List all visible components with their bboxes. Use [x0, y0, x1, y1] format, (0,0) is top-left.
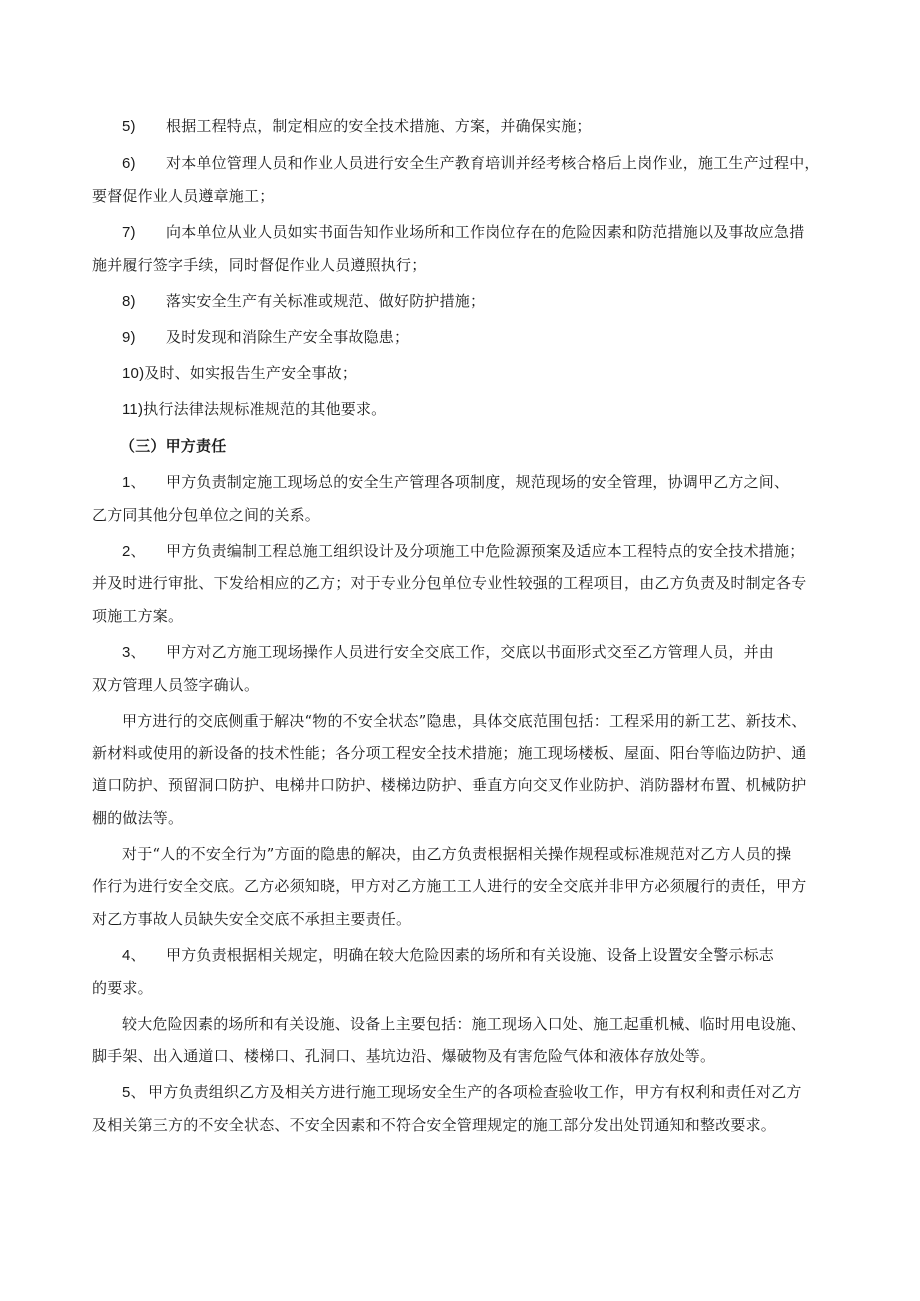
- list-text: 对本单位管理人员和作业人员进行安全生产教育培训并经考核合格后上岗作业，施工生产过程中，: [166, 154, 820, 172]
- list-item-10: [122, 363, 357, 384]
- list-item-11: [122, 399, 386, 420]
- paragraph-line: 较大危险因素的场所和有关设施、设备上主要包括：施工现场入口处、施工起重机械、临时用电设施、: [122, 1015, 807, 1033]
- list-number: 11): [122, 401, 144, 418]
- responsibility-item-2: [122, 541, 804, 562]
- responsibility-item-1-continuation: 乙方同其他分包单位之间的关系。: [92, 506, 321, 524]
- list-number: 8): [122, 293, 136, 310]
- list-number: 2、: [122, 543, 146, 560]
- responsibility-item-1: [122, 472, 789, 493]
- list-text: 执行法律法规标准规范的其他要求。: [143, 400, 387, 418]
- responsibility-item-3: [122, 642, 774, 663]
- list-text: 甲方负责制定施工现场总的安全生产管理各项制度，规范现场的安全管理，协调甲乙方之间、: [166, 473, 790, 491]
- list-item-8: [122, 291, 485, 312]
- paragraph-line: 甲方进行的交底侧重于解决“物的不安全状态”隐患，具体交底范围包括：工程采用的新工艺、新技术、: [122, 712, 807, 730]
- responsibility-item-5-continuation: 及相关第三方的不安全状态、不安全因素和不符合安全管理规定的施工部分发出处罚通知和整改要求。: [92, 1116, 777, 1134]
- list-text: 甲方负责组织乙方及相关方进行施工现场安全生产的各项检查验收工作，甲方有权利和责任对乙方: [148, 1083, 802, 1101]
- list-text: 落实安全生产有关标准或规范、做好防护措施；: [166, 292, 486, 310]
- list-item-6-continuation: 要督促作业人员遵章施工；: [92, 187, 275, 205]
- responsibility-item-5: [122, 1082, 802, 1103]
- list-text: 及时、如实报告生产安全事故；: [144, 364, 358, 382]
- list-text: 甲方负责编制工程总施工组织设计及分项施工中危险源预案及适应本工程特点的安全技术措施；: [166, 542, 805, 560]
- list-number: 9): [122, 329, 136, 346]
- list-number: 10): [122, 365, 145, 382]
- list-number: 1、: [122, 474, 146, 491]
- list-item-5: [122, 116, 592, 137]
- paragraph-line: 作行为进行安全交底。乙方必须知晓，甲方对乙方施工工人进行的安全交底并非甲方必须履行的责任，甲方: [92, 877, 807, 895]
- list-number: 3、: [122, 644, 146, 661]
- list-text: 及时发现和消除生产安全事故隐患；: [166, 328, 410, 346]
- list-text: 根据工程特点，制定相应的安全技术措施、方案，并确保实施；: [166, 117, 592, 135]
- paragraph-line: 新材料或使用的新设备的技术性能；各分项工程安全技术措施；施工现场楼板、屋面、阳台等临边防护、通: [92, 744, 807, 762]
- list-item-7: [122, 222, 804, 243]
- paragraph-line: 脚手架、出入通道口、楼梯口、孔洞口、基坑边沿、爆破物及有害危险气体和液体存放处等。: [92, 1047, 716, 1065]
- list-text: 甲方负责根据相关规定，明确在较大危险因素的场所和有关设施、设备上设置安全警示标志: [166, 946, 775, 964]
- responsibility-item-2-continuation: 并及时进行审批、下发给相应的乙方；对于专业分包单位专业性较强的工程项目，由乙方负责及时制定各专: [92, 574, 807, 592]
- list-item-6: [122, 153, 820, 174]
- paragraph-line: 对乙方事故人员缺失安全交底不承担主要责任。: [92, 910, 412, 928]
- list-number: 7): [122, 224, 136, 241]
- responsibility-item-4: [122, 945, 774, 966]
- list-text: 向本单位从业人员如实书面告知作业场所和工作岗位存在的危险因素和防范措施以及事故应急措: [166, 223, 805, 241]
- responsibility-item-3-continuation: 双方管理人员签字确认。: [92, 676, 260, 694]
- list-number: 4、: [122, 947, 146, 964]
- list-text: 甲方对乙方施工现场操作人员进行安全交底工作，交底以书面形式交至乙方管理人员，并由: [166, 643, 775, 661]
- responsibility-item-2-continuation: 项施工方案。: [92, 607, 184, 625]
- responsibility-item-4-continuation: 的要求。: [92, 979, 153, 997]
- list-number: 5、: [122, 1084, 146, 1101]
- paragraph-line: 道口防护、预留洞口防护、电梯井口防护、楼梯边防护、垂直方向交叉作业防护、消防器材布置、机械防护: [92, 776, 807, 794]
- paragraph-line: 对于“人的不安全行为”方面的隐患的解决，由乙方负责根据相关操作规程或标准规范对乙方人员的操: [122, 845, 792, 863]
- list-item-7-continuation: 施并履行签字手续，同时督促作业人员遵照执行；: [92, 256, 427, 274]
- list-number: 5): [122, 118, 136, 135]
- section-heading: （三）甲方责任: [120, 437, 227, 455]
- list-item-9: [122, 327, 409, 348]
- paragraph-line: 棚的做法等。: [92, 809, 184, 827]
- list-number: 6): [122, 155, 136, 172]
